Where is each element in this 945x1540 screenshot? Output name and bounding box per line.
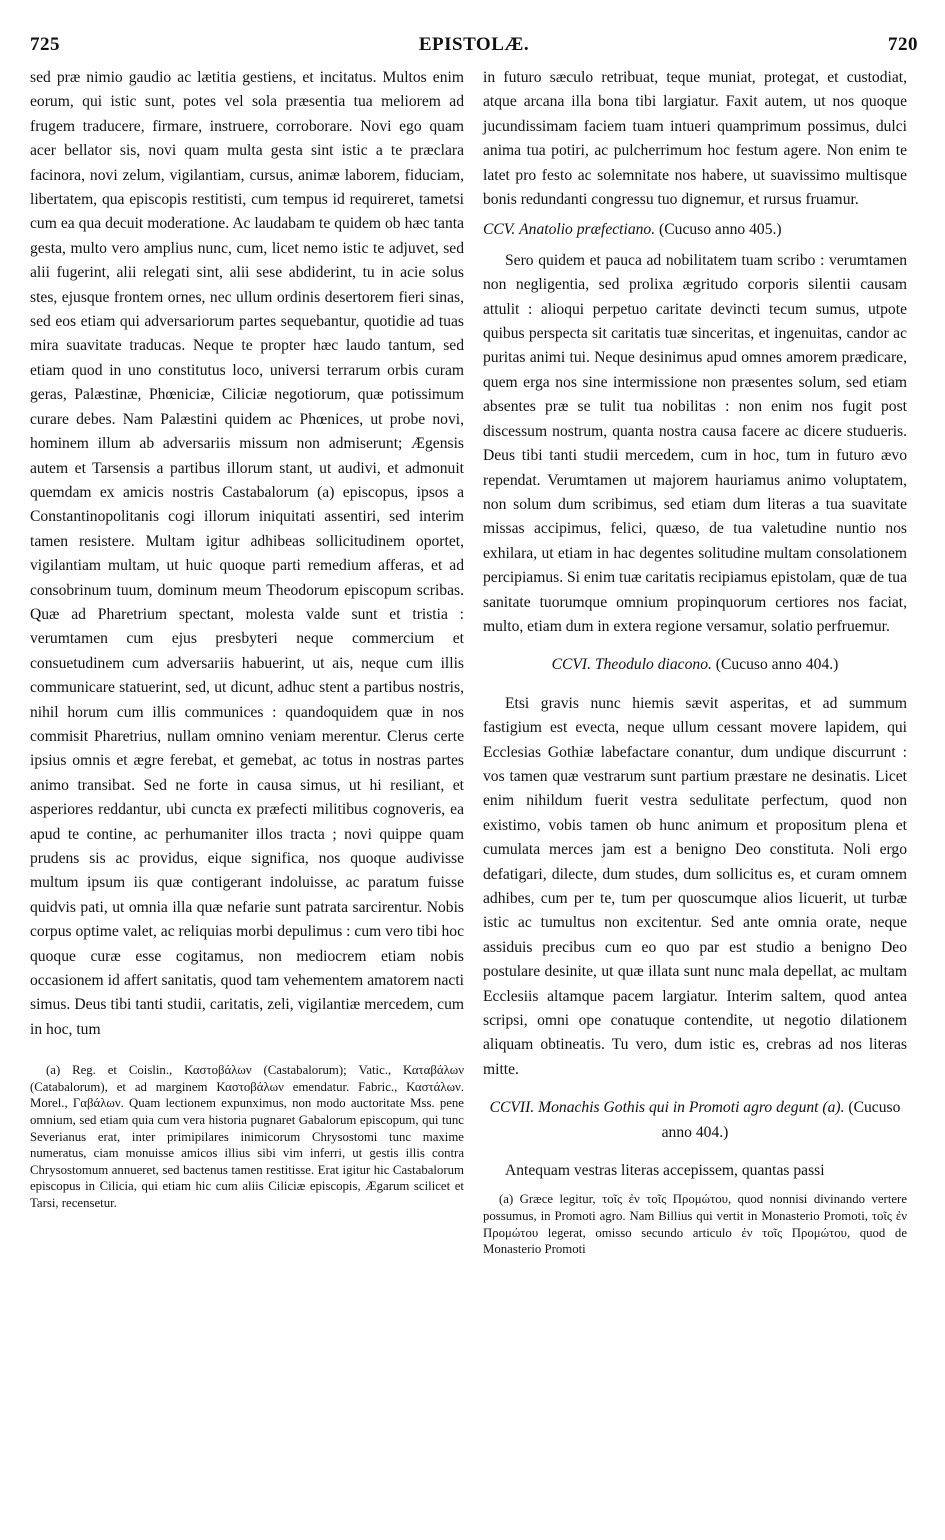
letter-date: (Cucuso anno 405.) <box>659 221 782 239</box>
letter-recipient: Monachis Gothis qui in Promoti agro degunt (a). <box>538 1099 845 1117</box>
letter-body-ccvii: Antequam vestras literas accepissem, quantas passi <box>505 1162 825 1180</box>
letter-recipient: Anatolio præfectiano. <box>519 221 656 239</box>
left-page-number: 725 <box>30 34 60 55</box>
letter-body-ccvi: Etsi gravis nunc hiemis sævit asperitas, et ad summum fastigium est evecta, neque ullum cessant movere lapidem, qui Ecclesias Gothiæ labefactare conantur, dum undique discurrunt : vos tamen quæ vestrarum sunt partium præstare ne desinatis. Licet enim nihildum fuerit vestra sedulitate perfectum, quod non existimo, vobis tamen ob hunc animum et propositum plena et cumulata merces jam est a benigno Deo constituta. Noli ergo defatigari, dilecte, dum studes, dum sollicitus es, et curam omnem adhibes, cum per te, tum per quoscumque alios licuerit, ut turbæ istic ac tumultus non excitentur. Sed ante omnia orate, neque assiduis precibus cum eo quo par est studio a benigno Deo postulare desinite, ut quæ illata sunt nunc mala depellat, ac multam Ecclesiis altamque pacem largiatur. Interim saltem, quod antea scripsi, omni ope conatuque contendite, ut negotio dilationem aliquam obtineatis. Tu vero, dum istic es, crebras ad nos literas mitte. <box>483 694 907 1078</box>
right-column <box>483 66 907 1258</box>
letter-heading-ccv <box>483 218 907 242</box>
letter-date: (Cucuso anno 404.) <box>661 1099 901 1141</box>
letter-heading-ccvii <box>483 1096 907 1145</box>
footnote-a-left: (a) Reg. et Coislin., Καστοβάλων (Castabalorum); Vatic., Καταβάλων (Catabalorum), et ad marginem Καστοβάλων emendatur. Fabric., Καστάλων. Morel., Γαβάλων. Quam lectionem expunximus, non modo auctoritate Mss. pene omnium, sed etiam quia cum vera historia pugnaret Gabalorum episcopum, qui tunc Severianus erat, inter primipilares inimicorum Chrysostomi tunc maxime numeratus, ciam monuisse amicos illius sibi vim inferri, ut gestis illis contra Chrysostomum annueret, sed bactenus tamen restitisse. Erat igitur hic Castabalorum episcopus in Cilicia, qui etiam hic cum aliis Ciliciæ episcopis, Ægarum scilicet et Tarsi, recensetur. <box>30 1063 464 1210</box>
footnote-a-right: (a) Græce legitur, τοῖς ἐν τοῖς Προμώτου, quod nonnisi divinando vertere possumus, in Promoti agro. Nam Billius qui vertit in Monasterio Promoti, τοῖς ἐν Προμώτου legerat, omisso secundo articulo ἐν τοῖς Προμώτου, quod de Monasterio Promoti <box>483 1192 907 1257</box>
letter-recipient: Theodulo diacono. <box>594 656 712 674</box>
running-title: EPISTOLÆ. <box>418 34 530 55</box>
running-header <box>30 34 918 62</box>
right-page-number: 720 <box>888 34 918 55</box>
letter-body-continued: sed præ nimio gaudio ac lætitia gestiens, et incitatus. Multos enim eorum, qui istic sunt, potes vel sola præsentia tua meliorem ad frugem traducere, firmare, instruere, corroborare. Novi ego quam acer bellator sis, novi quam multa gesta sint istic a te præclara facinora, novi zelum, vigilantiam, cursus, animæ laborem, fiduciam, libertatem, qua episcopis restitisti, cum tempus id requireret, tametsi cum ea qua decuit moderatione. Ac laudabam te quidem ob hæc tanta gesta, multo vero amplius nunc, cum, licet nemo istic te adjuvet, sed alii fugerint, alii relegati sint, alii sese abdiderint, tu in acie solus stes, ejusque frontem ornes, nec ullum ordinis desertorem fieri sinas, sed eos etiam qui adversariorum partes sequebantur, quotidie ad tuas mira suavitate traducas. Neque te propter hæc laudo tantum, sed etiam quod in uno constitutus loco, universi terrarum orbis curam geras, Palæstinæ, Phœniciæ, Ciliciæ negotiorum, quæ potissimum curare debes. Nam Palæstini quidem ac Phœnices, ut probe novi, hominem illum ab adversariis missum non admiserunt; Ægensis autem et Tarsensis a partibus illorum stant, ut audivi, et admonuit quemdam ex amicis nostris Castabalorum (a) episcopus, ipsos a Constantinopolitanis cogi illorum iniquitati assentiri, sed interim tamen resistere. Multam igitur adhibeas sollicitudinem oportet, vigilantiam multam, ut huic quoque parti remedium afferas, et ad consobrinum tuum, dominum meum Theodorum episcopum scribas. Quæ ad Pharetrium spectant, molesta valde sunt et tristia : verumtamen cum ejus presbyteri neque commercium et consuetudinem cum adversariis habuerint, ut ais, neque cum illis communicare statuerint, sed, ut dicunt, adhuc stent a partibus nostris, nihil horum cum illis communices : quandoquidem quæ in nos commisit Pharetrius, nullam omnino veniam merentur. Clerus certe ipsius omnis et ægre ferebat, et gemebat, ac totus in nostras partes animo transibat. Sed ne forte in causa simus, ut hi resiliant, et asperiores reddantur, ubi cuncta ex præfecti militibus cognoveris, ea apud te contine, ac perhumaniter illos tracta ; novi quippe quam prudens sis ac providus, eique significa, nos quoque audivisse multum ipsum iis quæ contigerant indoluisse, ac paratum fuisse quidvis pati, ut omnia illa quæ nefarie sunt patrata sarcirentur. Nobis corpus optime valet, ac reliquias morbi depulimus : cum vero tibi hoc quoque curæ esse cogitamus, non mediocrem etiam nobis occasionem id affert sanitatis, quod tam vehementem amatorem nacti simus. Deus tibi tanti studii, caritatis, zeli, vigilantiæ mercedem, cum in hoc, tum <box>30 69 464 1038</box>
letter-number: CCV. <box>483 221 516 239</box>
letter-ending: in futuro sæculo retribuat, teque muniat, protegat, et custodiat, atque arcana illa bona tibi largiatur. Faxit autem, ut nos quoque jucundissimam faciem tuam intueri quamprimum possimus, dulci anima tua potiri, ac pulcherrimum hoc festum agere. Non enim te latet pro festo ac solemnitate nos habere, ut suavissimo multisque bonis redundanti congressu tuo dignemur, et rursus fruamur. <box>483 69 907 209</box>
letter-date: (Cucuso anno 404.) <box>715 656 839 674</box>
letter-body-ccv: Sero quidem et pauca ad nobilitatem tuam scribo : verumtamen non negligentia, sed prolixa ægritudo corporis silentii causam attulit : alioqui perpetuo caritate devincti tecum sumus, utpote quibus perspecta sit caritatis tuæ sinceritas, et ingenuitas, candor ac puritas animi tui. Neque desinimus apud omnes amorem prædicare, quem erga nos sine intermissione non præsentes solum, sed etiam absentes præ se tulit tua nobilitas : non enim nos fugit post discessum nostrum, quanta nostra causa facere ac dicere studueris. Deus tibi tanti studii mercedem, cum in hoc, tum in futuro ævo rependat. Verumtamen ut majorem hauriamus animo voluptatem, non solum dum scribimus, sed etiam dum literas a tua suavitate missas accipimus, felici, quæso, de tua valetudine nuntio nos exhilara, ut etiam in hac degentes solitudine multam consolationem percipiamus. Si enim tuæ caritatis recipiamus epistolam, quæ de tua sanitate tuorumque omnium propinquorum certiores nos faciat, multo, etiam dum in extera regione versamur, solatio perfruemur. <box>483 251 907 635</box>
left-column <box>30 66 464 1212</box>
letter-number: CCVI. <box>551 656 592 674</box>
letter-heading-ccvi <box>483 653 907 677</box>
letter-number: CCVII. <box>489 1099 535 1117</box>
